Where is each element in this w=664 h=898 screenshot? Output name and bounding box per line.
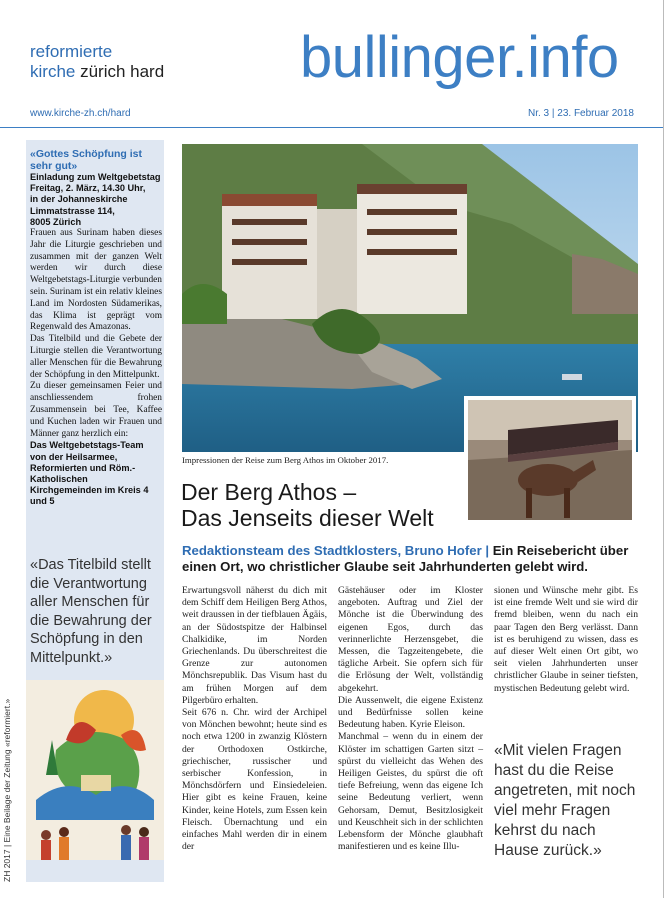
photo-caption: Impressionen der Reise zum Berg Athos im Oktober 2017. [182,455,389,465]
sidebar-box [26,140,164,882]
logo-word-kirche: kirche [30,62,76,81]
article-pullquote: «Mit vielen Fragen hast du die Reise angetreten, mit noch viel mehr Fragen kehrst du nach Hause zurück.» [494,742,636,859]
sidebar-title: «Gottes Schöpfung ist sehr gut» [30,148,143,172]
header-divider [0,127,664,128]
body-paragraph: sionen und Wünsche mehr gibt. Es ist eine fremde Welt und sie wird dir fremd bleiben, wenn du nach ein paar Tagen den Berg verlässt. Dann ist es beruhigend zu wissen, dass es auf dieser Welt einen Ort gibt, wo seit vielen Jahrhunderten unser christlicher Glaube in seiner tiefsten, mystischen Bedeutung gelebt wird. [494,585,638,694]
article-column-2 [338,585,483,853]
headline-line-1: Der Berg Athos – [181,479,357,505]
article-headline [181,479,471,531]
sidebar-paragraph: Das Titelbild und die Gebete der Liturgie stellen die Verantwortung aller Menschen für die Bewahrung der Schöpfung in den Mittelpunkt. [30,334,162,380]
sidebar-quote: «Das Titelbild stellt die Verantwortung aller Menschen für die Bewahrung der Schöpfung in den Mittelpunkt.» [30,557,152,666]
title-artwork-image [26,680,164,860]
logo-line-1: reformierte [30,42,113,61]
body-paragraph: Manchmal – wenn du in einem der Klöster im schattigen Garten sitzt – spürst du vielleicht das Wehen des Heiligen Geistes, du spürst die oft tiefe Befreiung, wenn das eigene Ich seine Bedeutung verliert, wenn Gehorsam, Demut, Besitzlosigkeit und Keuschheit sich in der schlichten Lebensform der Mönche glaubhaft manifestieren und es keine Illu- [338,731,483,853]
body-paragraph: Die Aussenwelt, die eigene Existenz und Bedürfnisse sollen keine Bedeutung haben. Kyrie Eleison. [338,694,483,731]
mule-coffin-photo [464,396,636,524]
body-paragraph: Gästehäuser oder im Kloster angeboten. Auftrag und Ziel der Mönche ist die Überwindung des eigenen Egos, durch das verinnerlichte Herzensgebet, die Messen, die Tagzeitengebete, die tägliche Arbeit. Sie opfern sich für die Erlösung der Welt, vollständig abgekehrt. [338,585,483,694]
website-link[interactable]: www.kirche-zh.ch/hard [30,108,131,119]
sidebar-content [30,148,162,508]
article-column-1 [182,585,327,853]
event-line: Freitag, 2. März, 14.30 Uhr, [30,183,146,194]
logo-word-zurich-hard: zürich hard [75,62,165,81]
event-line: Einladung zum Weltgebetstag [30,172,161,182]
lead-author: Redaktionsteam des Stadtklosters, Bruno Hofer | [182,543,490,558]
event-line: Limmatstrasse 114, [30,205,115,216]
article-column-3 [494,585,638,695]
lead-text: Ein Reisebericht über einen Ort, wo christlicher Glaube seit Jahrhunderten gelebt wird. [182,543,629,574]
headline-line-2: Das Jenseits dieser Welt [181,505,434,531]
body-paragraph: Erwartungsvoll näherst du dich mit dem Schiff dem Heiligen Berg Athos, weit draussen in der tiefblauen Ägäis, an der Südostspitze der Halbinsel Chalkidike, im Norden Griechenlands. Du überschreitest die Grenze zur autonomen Mönchsrepublik. Das Visum hast du am frühen Morgen auf dem Pilgerbüro erhalten. [182,585,327,706]
sidebar-paragraph: Zu dieser gemeinsamen Feier und anschliessendem frohen Zusammensein bei Tee, Kaffee und Kuchen laden wir Frauen und Männer ganz herzlich ein: [30,381,162,439]
article-lead [182,543,637,575]
publication-title: bullinger.info [300,25,619,90]
vertical-note: ZH 2017 | Eine Beilage der Zeitung «reformiert.» [2,698,12,882]
body-paragraph: Seit 676 n. Chr. wird der Archipel von Mönchen bewohnt; heute sind es noch etwa 1200 in zwanzig Klöstern der Orthodoxen Ostkirche, griechischer, russischer und serbischer Konfession, in Mönchsdörfern und Einsiedeleien. Hier gibt es keine Frauen, keine Kinder, keine Hotels, zum Essen kein Fleisch. Übernachtung und ein einfaches Mahl werden dir in einem der [182,707,327,853]
logo-line-2 [30,62,164,82]
issue-info: Nr. 3 | 23. Februar 2018 [528,108,634,119]
event-line: in der Johanneskirche [30,194,128,205]
sidebar-paragraph: Frauen aus Surinam haben dieses Jahr die Liturgie geschrieben und zusammen mit der ganzen Welt werden wir durch diese Weltgebetstags-Liturgie verbunden sein. Surinam ist ein relativ kleines Land im Nordosten Südamerikas, das Klima ist geprägt vom Regenwald des Amazonas. [30,228,162,333]
event-line: 8005 Zürich [30,216,82,227]
sidebar-signature: Das Weltgebetstags-Team von der Heilsarmee, Reformierten und Röm.-Katholischen Kirchgemeinden im Kreis 4 und 5 [30,440,149,507]
